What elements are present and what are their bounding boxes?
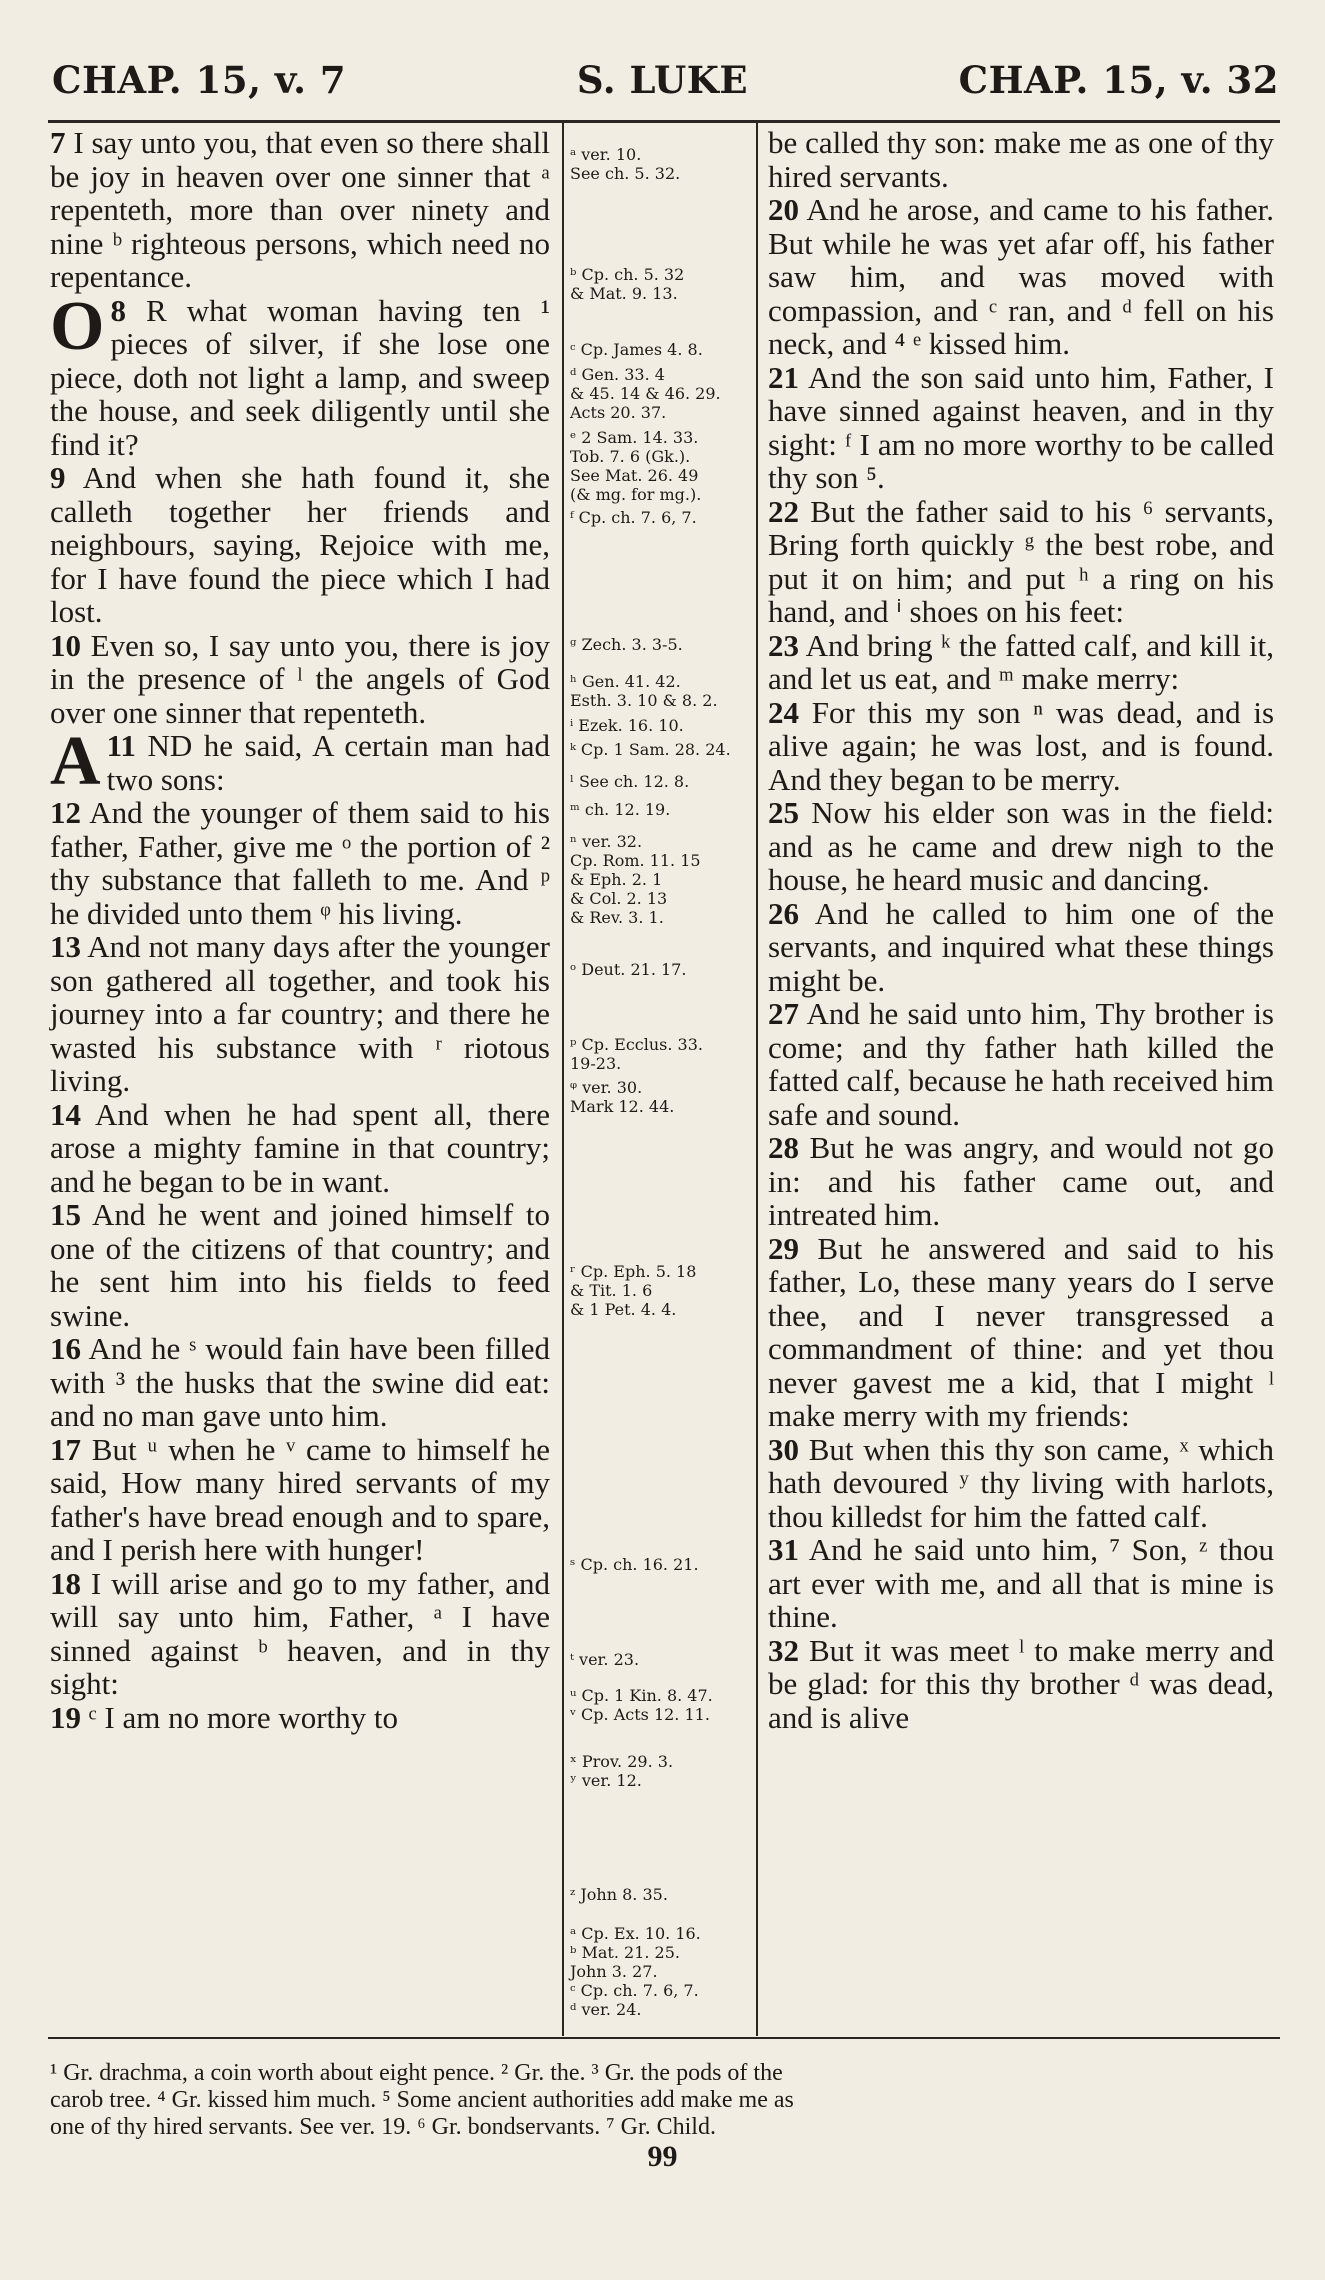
cross-reference-line: Mark 12. 44. [570, 1097, 675, 1116]
cross-reference-line: & Col. 2. 13 [570, 889, 668, 908]
verse [50, 796, 550, 930]
cross-reference-line: ˡ See ch. 12. 8. [570, 772, 690, 791]
cross-reference-line: ᶻ John 8. 35. [570, 1885, 668, 1904]
verse-text: And he said unto him, Thy brother is come; and thy father hath killed the fatted calf, because he hath received him safe and sound. [768, 996, 1274, 1132]
cross-reference-line: 19-23. [570, 1054, 622, 1073]
verse-number: 32 [768, 1632, 799, 1668]
verse-number: 11 [106, 728, 136, 763]
cross-reference-line: & Rev. 3. 1. [570, 908, 664, 927]
right-text-column [768, 126, 1274, 1734]
verse-number: 21 [768, 359, 799, 395]
cross-reference-line: & Eph. 2. 1 [570, 870, 663, 889]
cross-reference-line: & 1 Pet. 4. 4. [570, 1300, 677, 1319]
verse [50, 930, 550, 1098]
verse-text: ᶜ I am no more worthy to [88, 1699, 399, 1735]
cross-reference-line: ᵉ 2 Sam. 14. 33. [570, 428, 699, 447]
cross-reference [570, 635, 752, 654]
verse-text: ND he said, A certain man had two sons: [106, 728, 550, 797]
cross-reference-line: & Tit. 1. 6 [570, 1281, 653, 1300]
cross-reference-line: John 3. 27. [570, 1962, 658, 1981]
verse-number: 16 [50, 1331, 81, 1366]
verse-number: 25 [768, 795, 799, 830]
cross-reference-line: ᶠ Cp. ch. 7. 6, 7. [570, 508, 697, 527]
cross-reference-line: See Mat. 26. 49 [570, 466, 699, 485]
verse-number: 22 [768, 493, 799, 529]
cross-reference-line: ʸ ver. 12. [570, 1771, 642, 1790]
footnote-line: ¹ Gr. drachma, a coin worth about eight pence. ² Gr. the. ³ Gr. the pods of the [50, 2060, 783, 2086]
cross-reference-line: ʳ Cp. Eph. 5. 18 [570, 1262, 697, 1281]
cross-reference-line: ᵐ ch. 12. 19. [570, 800, 671, 819]
cross-reference-line: & Mat. 9. 13. [570, 284, 678, 303]
cross-reference [570, 428, 752, 504]
cross-reference-line: ᵏ Cp. 1 Sam. 28. 24. [570, 740, 731, 759]
verse [768, 1232, 1274, 1433]
cross-reference [570, 960, 752, 979]
footnote-line: one of thy hired servants. See ver. 19. ⁶ Gr. bondservants. ⁷ Gr. Child. [50, 2114, 716, 2140]
verse-text: And the younger of them said to his father, Father, give me ᵒ the portion of ² thy substance that falleth to me. And ᵖ he divided unto them ᵠ his living. [50, 795, 550, 931]
verse-text: I say unto you, that even so there shall be joy in heaven over one sinner that ᵃ repenteth, more than over ninety and nine ᵇ righteous persons, which need no repentance. [50, 125, 550, 294]
verse-number: 9 [50, 460, 66, 495]
verse-text: But he was angry, and would not go in: and his father came out, and intreated him. [768, 1130, 1275, 1232]
cross-reference-line: ᵈ Gen. 33. 4 [570, 365, 665, 384]
cross-reference-line: ˣ Prov. 29. 3. [570, 1752, 674, 1771]
verse-text: And bring ᵏ the fatted calf, and kill it, and let us eat, and ᵐ make merry: [768, 627, 1274, 696]
cross-reference [570, 1650, 752, 1669]
verse [768, 126, 1274, 193]
verse [768, 1433, 1274, 1534]
header-chapter-left: CHAP. 15, v. 7 [52, 58, 347, 102]
verse [768, 897, 1274, 998]
footnote-line: carob tree. ⁴ Gr. kissed him much. ⁵ Some ancient authorities add make me as [50, 2087, 794, 2113]
verse-text: And when she hath found it, she calleth together her friends and neighbours, saying, Rejoice with me, for I have found the piece which I had lost. [50, 460, 550, 629]
cross-reference-line: ʰ Gen. 41. 42. [570, 672, 681, 691]
verse-number: 19 [50, 1699, 81, 1735]
cross-reference [570, 1262, 752, 1319]
verse-text: But he answered and said to his father, Lo, these many years do I serve thee, and I never transgressed a commandment of thine: and yet thou never gavest me a kid, that I might ˡ make merry with my friends: [768, 1230, 1274, 1433]
verse-number: 23 [768, 627, 799, 663]
verse [50, 723, 550, 800]
column-divider-left [562, 122, 564, 2036]
verse-text: be called thy son: make me as one of thy hired servants. [768, 125, 1274, 194]
cross-reference-line: ᵍ Zech. 3. 3-5. [570, 635, 683, 654]
verse-text: R what woman having ten ¹ pieces of silver, if she lose one piece, doth not light a lamp, and sweep the house, and seek diligently until she find it? [50, 292, 551, 462]
verse-number: 29 [768, 1230, 799, 1266]
verse [50, 1701, 550, 1735]
cross-reference [570, 1686, 752, 1724]
verse [50, 1567, 550, 1701]
verse [768, 696, 1274, 797]
verse [50, 1332, 550, 1433]
column-divider-right [756, 122, 758, 2036]
verse [50, 1098, 550, 1199]
verse-text: But the father said to his ⁶ servants, Bring forth quickly ᵍ the best robe, and put it on him; and put ʰ a ring on his hand, and ⁱ shoes on his feet: [768, 493, 1275, 629]
cross-reference-line: ᵈ ver. 24. [570, 2000, 642, 2019]
verse [50, 287, 551, 462]
drop-cap: A [50, 723, 101, 800]
verse-number: 26 [768, 895, 799, 931]
cross-reference [570, 1885, 752, 1904]
cross-reference-line: ᵛ Cp. Acts 12. 11. [570, 1705, 710, 1724]
verse-text: And he called to him one of the servants, and inquired what these things might be. [768, 895, 1274, 998]
verse-text: And he arose, and came to his father. But while he was yet afar off, his father saw him, and was moved with compassion, and ᶜ ran, and ᵈ fell on his neck, and ⁴ ᵉ kissed him. [768, 192, 1274, 361]
cross-reference-line: Tob. 7. 6 (Gk.). [570, 447, 691, 466]
cross-reference-line: ᵒ Deut. 21. 17. [570, 960, 687, 979]
verse-number: 18 [50, 1565, 81, 1601]
cross-reference-line: (& mg. for mg.). [570, 485, 702, 504]
verse [768, 1533, 1274, 1634]
cross-reference [570, 1555, 752, 1574]
verse-number: 28 [768, 1130, 799, 1165]
verse [768, 1131, 1274, 1232]
page-number: 99 [647, 2140, 678, 2173]
cross-reference [570, 1035, 752, 1073]
cross-reference-line: ᵗ ver. 23. [570, 1650, 640, 1669]
verse-text: And he said unto him, ⁷ Son, ᶻ thou art ever with me, and all that is mine is thine. [768, 1532, 1274, 1634]
verse-text: I will arise and go to my father, and will say unto him, Father, ᵃ I have sinned against ᵇ heaven, and in thy sight: [50, 1565, 551, 1701]
verse [50, 126, 550, 294]
verse-text: And when he had spent all, there arose a mighty famine in that country; and he began to be in want. [50, 1096, 550, 1199]
verse-text: And he ˢ would fain have been filled with ³ the husks that the swine did eat: and no man gave unto him. [50, 1331, 551, 1433]
verse [50, 1433, 550, 1567]
verse-number: 7 [50, 125, 66, 160]
verse [50, 461, 550, 629]
cross-reference-line: ᵇ Mat. 21. 25. [570, 1943, 680, 1962]
left-text-column [50, 126, 550, 1734]
cross-reference [570, 265, 752, 303]
verse [768, 495, 1274, 629]
verse-text: But ᵘ when he ᵛ came to himself he said, How many hired servants of my father's have bread enough and to spare, and I perish here with hunger! [50, 1431, 551, 1567]
cross-reference-line: & 45. 14 & 46. 29. [570, 384, 721, 403]
cross-reference [570, 1924, 752, 2019]
verse [768, 997, 1274, 1131]
verse-text: But when this thy son came, ˣ which hath devoured ʸ thy living with harlots, thou killedst for him the fatted calf. [768, 1431, 1274, 1534]
cross-reference [570, 508, 752, 527]
verse-number: 24 [768, 694, 799, 730]
cross-reference [570, 672, 752, 710]
cross-reference-line: ᵃ Cp. Ex. 10. 16. [570, 1924, 701, 1943]
verse-number: 31 [768, 1532, 799, 1567]
verse-number: 17 [50, 1431, 81, 1467]
cross-reference-line: ⁿ ver. 32. [570, 832, 643, 851]
verse [768, 796, 1274, 897]
cross-reference-line: ᵠ ver. 30. [570, 1078, 643, 1097]
verse-number: 30 [768, 1431, 799, 1467]
footnote-rule [48, 2037, 1280, 2039]
cross-reference-line: ᶜ Cp. James 4. 8. [570, 340, 703, 359]
cross-reference-line: Cp. Rom. 11. 15 [570, 851, 701, 870]
header-rule [48, 120, 1280, 123]
cross-reference [570, 1078, 752, 1116]
verse-text: And the son said unto him, Father, I have sinned against heaven, and in thy sight: ᶠ I am no more worthy to be called thy son ⁵. [768, 359, 1275, 495]
cross-reference-line: ᵖ Cp. Ecclus. 33. [570, 1035, 703, 1054]
verse-text: But it was meet ˡ to make merry and be glad: for this thy brother ᵈ was dead, and is alive [768, 1632, 1275, 1735]
cross-reference [570, 772, 752, 791]
verse-number: 13 [50, 929, 81, 964]
verse-number: 15 [50, 1197, 81, 1232]
verse-text: Even so, I say unto you, there is joy in the presence of ˡ the angels of God over one sinner that repenteth. [50, 627, 551, 730]
cross-reference-line: See ch. 5. 32. [570, 164, 681, 183]
cross-reference-line: ᵃ ver. 10. [570, 145, 642, 164]
cross-reference-line: Acts 20. 37. [570, 403, 667, 422]
verse-text: And he went and joined himself to one of the citizens of that country; and he sent him into his fields to feed swine. [50, 1197, 551, 1333]
cross-reference [570, 832, 752, 927]
header-chapter-right: CHAP. 15, v. 32 [958, 58, 1279, 102]
verse-text: For this my son ⁿ was dead, and is alive again; he was lost, and is found. And they began to be merry. [768, 694, 1275, 797]
cross-reference-line: ˢ Cp. ch. 16. 21. [570, 1555, 699, 1574]
cross-reference [570, 1752, 752, 1790]
cross-reference-line: ᵇ Cp. ch. 5. 32 [570, 265, 685, 284]
verse [768, 361, 1274, 495]
cross-reference-line: ⁱ Ezek. 16. 10. [570, 716, 684, 735]
verse [768, 629, 1274, 696]
cross-reference [570, 800, 752, 819]
verse [768, 193, 1274, 361]
verse [768, 1634, 1274, 1735]
cross-reference-line: ᵘ Cp. 1 Kin. 8. 47. [570, 1686, 713, 1705]
cross-reference [570, 340, 752, 359]
verse [50, 629, 550, 730]
cross-reference [570, 716, 752, 735]
cross-reference [570, 740, 752, 759]
verse-number: 27 [768, 996, 799, 1031]
cross-reference [570, 145, 752, 183]
cross-reference-line: ᶜ Cp. ch. 7. 6, 7. [570, 1981, 699, 2000]
cross-reference-line: Esth. 3. 10 & 8. 2. [570, 691, 718, 710]
verse-number: 12 [50, 795, 81, 830]
verse [50, 1198, 550, 1332]
header-book-title: S. LUKE [576, 58, 749, 102]
verse-text: Now his elder son was in the field: and as he came and drew nigh to the house, he heard music and dancing. [768, 795, 1275, 897]
verse-number: 10 [50, 627, 81, 663]
verse-text: And not many days after the younger son gathered all together, and took his journey into a far country; and there he wasted his substance with ʳ riotous living. [50, 929, 550, 1098]
verse-number: 14 [50, 1096, 81, 1132]
footnotes [50, 2060, 1280, 2141]
verse-number: 20 [768, 192, 799, 227]
verse-number: 8 [110, 292, 126, 328]
cross-reference [570, 365, 752, 422]
drop-cap: O [50, 287, 105, 365]
